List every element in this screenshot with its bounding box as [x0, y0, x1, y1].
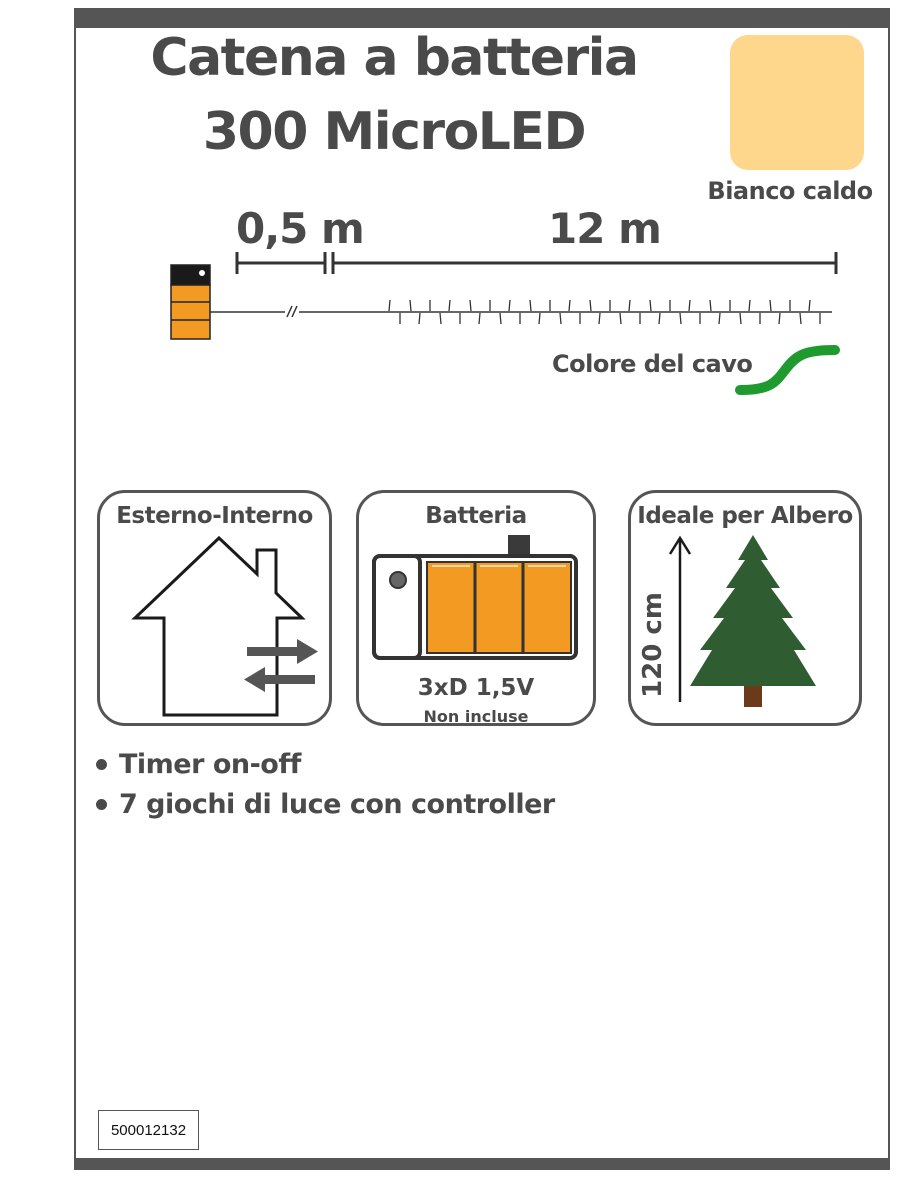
battery-box-icon — [171, 265, 210, 339]
battery-note: Non incluse — [423, 707, 529, 726]
led-tick — [500, 313, 501, 324]
list-item: Timer on-off — [96, 744, 555, 784]
lit-length: 12 m — [548, 204, 661, 253]
led-tick — [749, 300, 750, 311]
led-tick — [449, 300, 450, 311]
tree-title: Ideale per Albero — [637, 503, 853, 529]
led-tick — [770, 300, 771, 311]
led-tick — [479, 313, 480, 324]
led-tick — [740, 313, 741, 324]
led-tick — [440, 313, 441, 324]
height-arrow-icon — [670, 538, 690, 702]
bullet-icon — [96, 799, 107, 810]
light-color-label: Bianco caldo — [707, 177, 873, 205]
article-code: 500012132 — [98, 1110, 199, 1150]
arrows-exchange-icon — [244, 639, 318, 692]
cable-color-sample — [730, 335, 850, 405]
led-tick — [470, 300, 471, 311]
led-tick — [809, 300, 810, 311]
outdoor-indoor-title: Esterno-Interno — [116, 503, 313, 529]
product-title-line1: Catena a batteria — [150, 28, 638, 88]
bullet-icon — [96, 759, 107, 770]
led-tick — [599, 313, 600, 324]
cable-color-label: Colore del cavo — [552, 350, 753, 378]
led-tick — [410, 300, 411, 311]
battery-title: Batteria — [425, 503, 527, 529]
lead-cable — [210, 306, 832, 317]
led-tick — [539, 313, 540, 324]
list-item: 7 giochi di luce con controller — [96, 784, 555, 824]
led-tick — [509, 300, 510, 311]
house-icon — [97, 490, 332, 726]
led-tick — [659, 313, 660, 324]
led-tick — [650, 300, 651, 311]
product-title-line2: 300 MicroLED — [202, 102, 586, 162]
led-tick — [710, 300, 711, 311]
led-tick — [560, 313, 561, 324]
lead-cable-length: 0,5 m — [236, 204, 364, 253]
led-tick — [689, 300, 690, 311]
led-tick — [590, 300, 591, 311]
outdoor-indoor-box — [97, 490, 332, 726]
dimension-lines — [237, 252, 836, 274]
led-tick — [680, 313, 681, 324]
led-tick — [800, 313, 801, 324]
led-tick — [620, 313, 621, 324]
battery-box — [356, 490, 596, 726]
feature-list — [96, 744, 555, 824]
led-tick — [719, 313, 720, 324]
led-tick — [419, 313, 420, 324]
led-tick — [389, 300, 390, 311]
led-tick — [569, 300, 570, 311]
tree-box — [628, 490, 862, 726]
battery-spec: 3xD 1,5V — [417, 675, 535, 701]
led-tick — [629, 300, 630, 311]
led-tick — [779, 313, 780, 324]
tree-height-label: 120 cm — [638, 592, 668, 698]
led-tick — [530, 300, 531, 311]
